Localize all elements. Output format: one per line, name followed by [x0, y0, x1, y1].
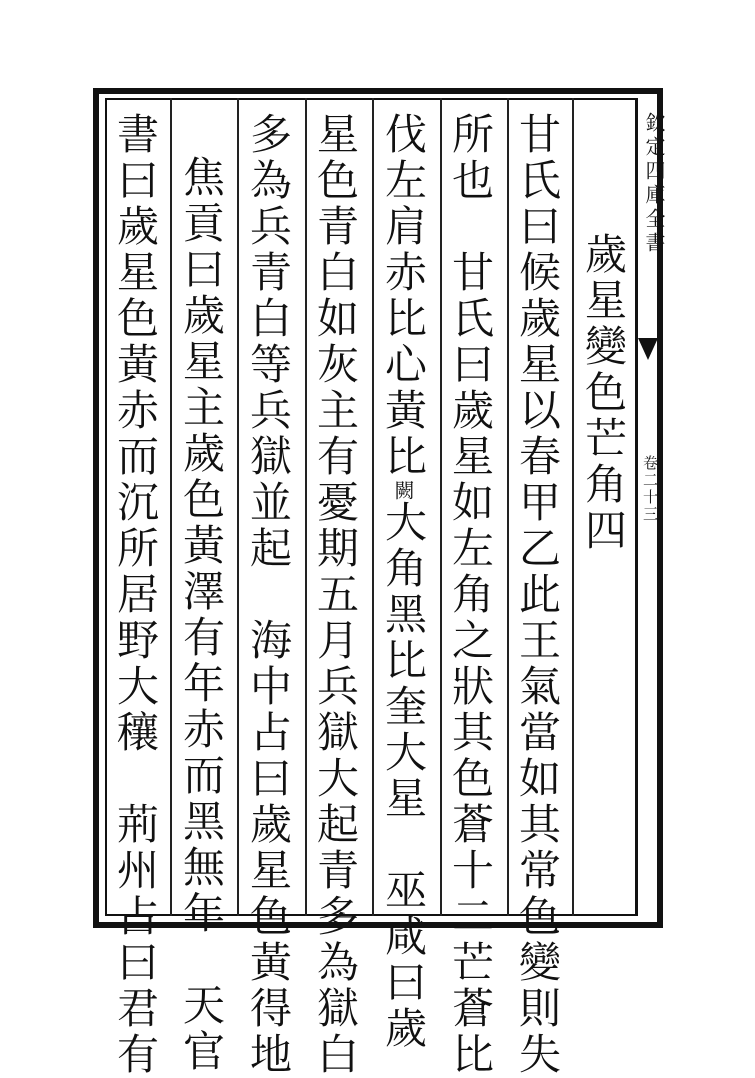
column-rule	[237, 98, 239, 916]
column-rule	[507, 98, 509, 916]
fish-tail-mark-icon	[638, 338, 658, 360]
margin-rule-inner	[635, 98, 638, 916]
text-column-3-head: 伐左肩赤比心黃比	[379, 112, 428, 480]
column-rule	[572, 98, 574, 916]
column-rule	[372, 98, 374, 916]
column-rule	[440, 98, 442, 916]
frame-outer-top	[93, 88, 663, 94]
frame-inner-top	[105, 98, 635, 100]
text-column-4: 星色青白如灰主有憂期五月兵獄大起青多為獄白	[311, 112, 360, 1078]
frame-inner-left	[105, 98, 107, 916]
lacuna-note: 闕	[391, 480, 415, 500]
text-column-3	[379, 112, 428, 1052]
text-column-3-tail: 大角黑比奎大星 巫咸曰歲	[379, 500, 428, 1052]
section-heading: 歲星變色芒角四	[579, 232, 628, 554]
frame-outer-left	[93, 88, 99, 928]
margin-volume-number: 卷二十三	[641, 455, 659, 523]
column-rule	[170, 98, 172, 916]
text-column-7: 書曰歲星色黃赤而沉所居野大穰 荊州占曰君有	[111, 112, 160, 1078]
margin-book-title: 欽定四庫全書	[642, 112, 666, 256]
column-rule	[305, 98, 307, 916]
text-column-6: 焦貢曰歲星主歲色黃澤有年赤而黑無年 天官	[177, 155, 226, 1075]
text-column-5: 多為兵青白等兵獄並起 海中占曰歲星色黃得地	[244, 112, 293, 1078]
text-column-2: 所也 甘氏曰歲星如左角之狀其色蒼十二芒蒼比	[446, 112, 495, 1078]
text-column-1: 甘氏曰候歲星以春甲乙此王氣當如其常色變則失	[513, 112, 562, 1078]
